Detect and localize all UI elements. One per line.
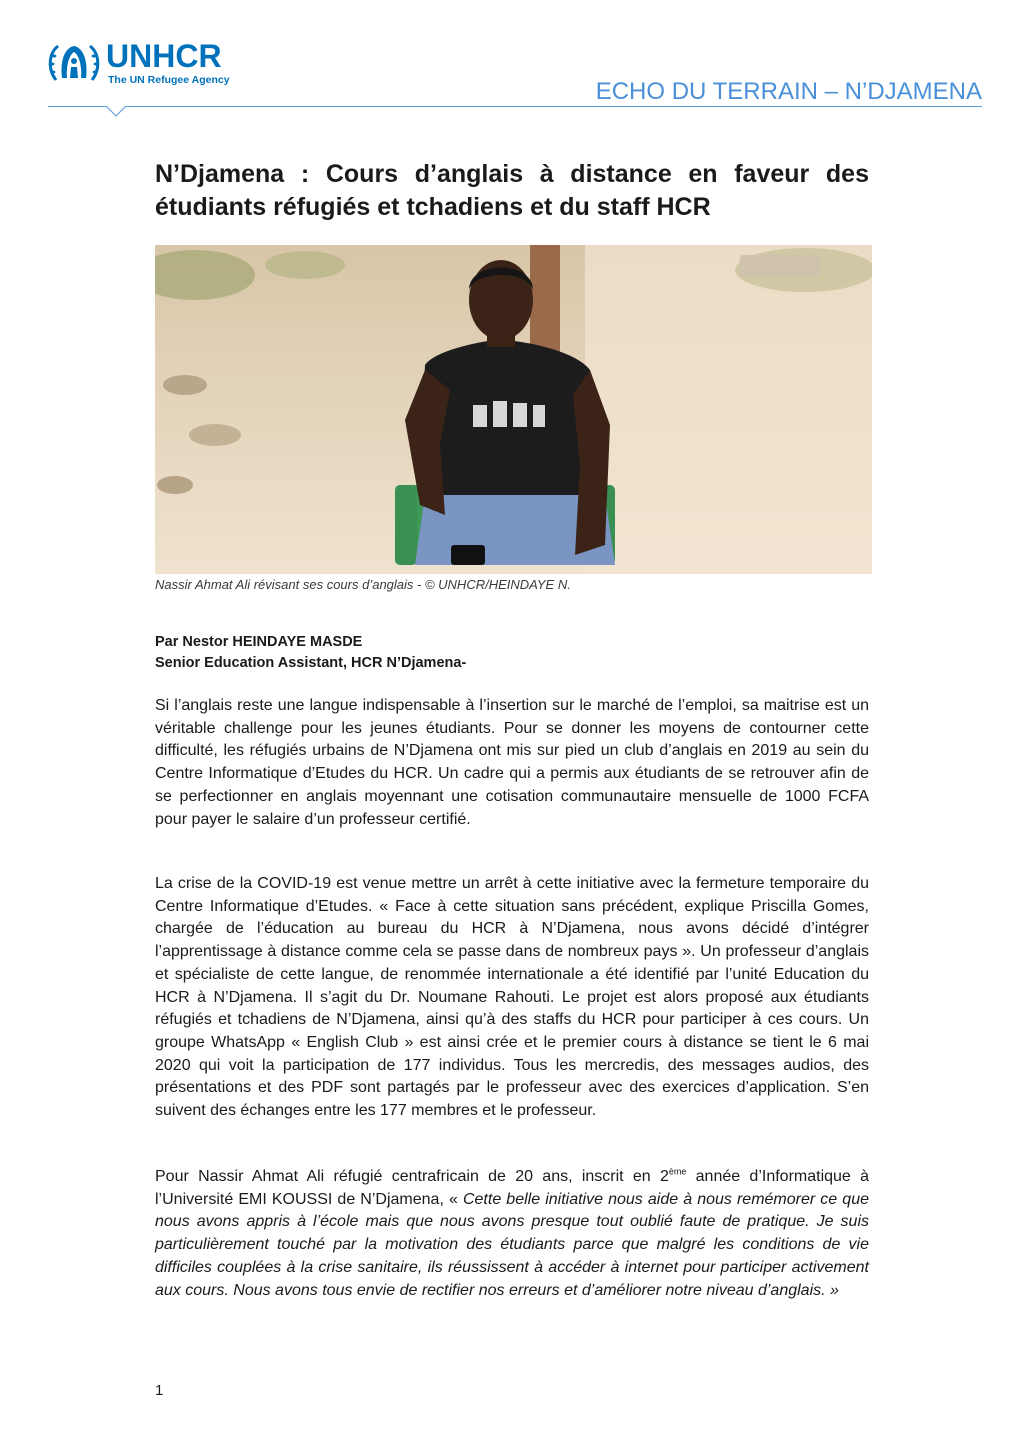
paragraph-3 bbox=[155, 1166, 869, 1302]
article-photo bbox=[155, 245, 872, 574]
paragraph-2: La crise de la COVID-19 est venue mettre un arrêt à cette initiative avec la fermeture temporaire du Centre Informatique d’Etudes. « Face à cette situation sans précédent, explique Priscilla Gomes, chargée de l’éducation au bureau du HCR à N’Djamena, nous avons décidé d’intégrer l’apprentissage à distance comme cela se passe dans de nombreux pays ». Un professeur d’anglais et spécialiste de cette langue, de renommée internationale a été identifié par l’unité Education du HCR à N’Djamena. Il s’agit du Dr. Noumane Rahouti. Le projet est alors proposé aux étudiants réfugiés et tchadiens de N’Djamena, ainsi qu’à des staffs du HCR pour participer à ces cours. Un groupe WhatsApp « English Club » est ainsi crée et le premier cours à distance se tient le 6 mai 2020 qui voit la participation de 177 individus. Tous les mercredis, des messages audios, des présentations et des PDF sont partagés par le professeur avec des exercices d’application. S’en suivent des échanges entre les 177 membres et le professeur. bbox=[155, 875, 869, 1120]
paragraph-3-intro-a: Pour Nassir Ahmat Ali réfugié centrafricain de 20 ans, inscrit en 2 bbox=[155, 1168, 669, 1185]
header-divider bbox=[48, 106, 982, 107]
section-title: ECHO DU TERRAIN – N’DJAMENA bbox=[595, 78, 982, 105]
paragraph-1: Si l’anglais reste une langue indispensable à l’insertion sur le marché de l’emploi, sa maitrise est un véritable challenge pour les jeunes étudiants. Pour se donner les moyens de contourner cette difficulté, les réfugiés urbains de N’Djamena ont mis sur pied un club d’anglais en 2019 au sein du Centre Informatique d’Etudes du HCR. Un cadre qui a permis aux étudiants de se retrouver afin de se perfectionner en anglais moyennant une cotisation communautaire mensuelle de 1000 FCFA pour payer le salaire d’un professeur certifié. bbox=[155, 697, 869, 828]
page-number: 1 bbox=[155, 1382, 164, 1399]
article-title: N’Djamena : Cours d’anglais à distance en faveur des étudiants réfugiés et tchadiens et du staff HCR bbox=[155, 160, 869, 221]
student-quote: Cette belle initiative nous aide à nous remémorer ce que nous avons appris à l’école mais que nous avons presque tout oublié faute de pratique. Je suis particulièrement touché par la motivation des étudiants parce que malgré les conditions de vie difficiles couplées à la crise sanitaire, ils réussissent à accéder à internet pour participer activement aux cours. Nous avons tous envie de rectifier nos erreurs et d’améliorer notre niveau d’anglais. » bbox=[155, 1190, 869, 1299]
ordinal-superscript: ème bbox=[668, 1166, 687, 1177]
byline bbox=[155, 632, 869, 674]
header-notch-icon bbox=[106, 106, 126, 118]
photo-caption: Nassir Ahmat Ali révisant ses cours d’anglais - © UNHCR/HEINDAYE N. bbox=[155, 577, 571, 592]
unhcr-logo bbox=[48, 38, 248, 88]
org-tagline: The UN Refugee Agency bbox=[108, 74, 230, 86]
org-name: UNHCR bbox=[106, 38, 222, 74]
paragraph-3-intro-b: année d’Informatique à l’Université EMI KOUSSI de N’Djamena, « bbox=[155, 1168, 869, 1208]
author-name: Par Nestor HEINDAYE MASDE bbox=[155, 634, 363, 650]
student-photo-illustration bbox=[155, 245, 872, 574]
unhcr-emblem-icon bbox=[48, 40, 100, 86]
author-role: Senior Education Assistant, HCR N’Djamena- bbox=[155, 655, 467, 671]
